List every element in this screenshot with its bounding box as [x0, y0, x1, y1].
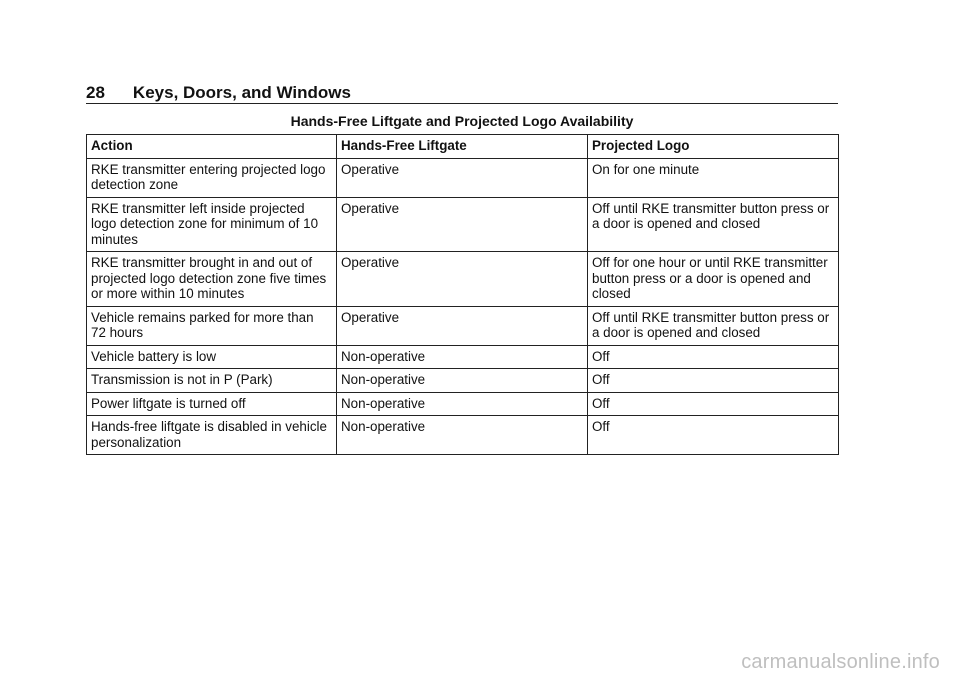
cell-action: RKE transmitter brought in and out of projected logo detection zone five times or more within 10 minutes: [87, 252, 337, 307]
cell-projected-logo: Off: [588, 345, 839, 369]
section-title: Keys, Doors, and Windows: [132, 83, 351, 102]
cell-projected-logo: Off for one hour or until RKE transmitter button press or a door is opened and closed: [588, 252, 839, 307]
cell-projected-logo: Off: [588, 392, 839, 416]
table-row: [87, 416, 839, 455]
cell-hands-free-liftgate: Non-operative: [337, 416, 588, 455]
cell-hands-free-liftgate: Non-operative: [337, 392, 588, 416]
cell-hands-free-liftgate: Non-operative: [337, 369, 588, 393]
table-row: [87, 197, 839, 252]
cell-projected-logo: Off until RKE transmitter button press or a door is opened and closed: [588, 197, 839, 252]
cell-hands-free-liftgate: Operative: [337, 197, 588, 252]
column-header-hands-free-liftgate: Hands-Free Liftgate: [337, 135, 588, 159]
cell-action: Vehicle battery is low: [87, 345, 337, 369]
watermark-text: carmanualsonline.info: [741, 651, 940, 673]
cell-projected-logo: Off: [588, 369, 839, 393]
table-row: [87, 369, 839, 393]
cell-action: RKE transmitter entering projected logo detection zone: [87, 158, 337, 197]
table-row: [87, 252, 839, 307]
cell-action: Power liftgate is turned off: [87, 392, 337, 416]
table-header-row: [87, 135, 839, 159]
cell-projected-logo: On for one minute: [588, 158, 839, 197]
table-row: [87, 158, 839, 197]
column-header-action: Action: [87, 135, 337, 159]
cell-action: Vehicle remains parked for more than 72 hours: [87, 306, 337, 345]
cell-hands-free-liftgate: Operative: [337, 158, 588, 197]
cell-action: Transmission is not in P (Park): [87, 369, 337, 393]
cell-action: RKE transmitter left inside projected logo detection zone for minimum of 10 minutes: [87, 197, 337, 252]
cell-hands-free-liftgate: Operative: [337, 306, 588, 345]
table-row: [87, 306, 839, 345]
column-header-projected-logo: Projected Logo: [588, 135, 839, 159]
cell-hands-free-liftgate: Non-operative: [337, 345, 588, 369]
availability-table: [86, 134, 839, 455]
cell-action: Hands-free liftgate is disabled in vehicle personalization: [87, 416, 337, 455]
cell-projected-logo: Off until RKE transmitter button press or a door is opened and closed: [588, 306, 839, 345]
table-caption: Hands-Free Liftgate and Projected Logo Availability: [290, 113, 634, 129]
cell-projected-logo: Off: [588, 416, 839, 455]
page-number: 28: [86, 83, 105, 102]
cell-hands-free-liftgate: Operative: [337, 252, 588, 307]
page-header: [86, 83, 838, 104]
table-row: [87, 392, 839, 416]
table-row: [87, 345, 839, 369]
